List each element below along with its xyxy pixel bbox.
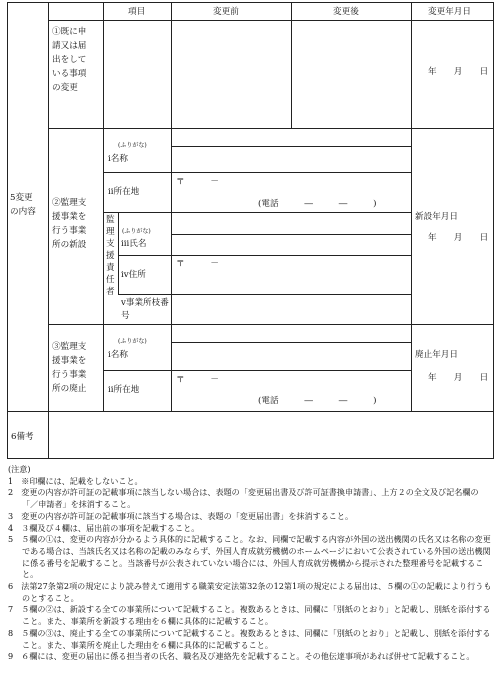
note-item: 6 法第27条第2項の規定により読み替えて適用する職業安定法第32条の12第1項の規定による届出は、５欄の①の記載により行うものとすること。 (8, 581, 492, 603)
row2-branch-label-1: ⅴ事業所枝番 (121, 298, 169, 308)
row1-date[interactable]: 年 月 日 (428, 67, 489, 77)
remarks-field[interactable] (49, 412, 492, 457)
note-item: 7 ５欄の②は、新設する全ての事業所について記載すること。複数あるときは、同欄に「別紙のとおり」と記載し、別紙を添付すること。また、事業所を新設する理由を６欄に具体的に記載すること。 (8, 604, 491, 627)
resp-char: 監 (106, 215, 115, 225)
note-item: 8 ５欄の③は、廃止する全ての事業所について記載すること。複数あるときは、同欄に「別紙のとおり」と記載し、別紙を添付すること。また、事業所を廃止した理由を６欄に具体的に記載すること。 (8, 627, 491, 650)
r2-vertical-label-divider (118, 212, 119, 294)
row2-name-field[interactable] (172, 147, 410, 171)
row2-label-line: ②監理支 (52, 198, 87, 208)
row2-label-line: 行う事業 (52, 226, 87, 236)
table-border-top (7, 2, 494, 3)
row3-name-label: ⅰ名称 (108, 350, 128, 360)
row3-date-label: 廃止年月日 (415, 350, 458, 360)
table-border-right (493, 2, 494, 459)
row2-address-label: ⅱ所在地 (108, 187, 140, 197)
item-col-divider (103, 2, 104, 411)
header-before: 変更前 (213, 7, 239, 17)
row2-label-line: 所の新設 (52, 240, 87, 250)
resp-char: 責 (106, 263, 115, 273)
label-col-divider (48, 2, 49, 459)
resp-char: 支 (106, 239, 115, 249)
resp-char: 援 (106, 251, 115, 261)
row2-resp-postal[interactable]: 〒 － (176, 259, 219, 269)
row2-postal[interactable]: 〒 － (176, 177, 219, 187)
r2-name-divider (103, 172, 411, 173)
row2-branch-label-2: 号 (121, 311, 130, 321)
row1-label-line: の変更 (52, 83, 78, 93)
row3-tel[interactable]: (電話 ― ― ) (258, 396, 377, 406)
row1-label-line: ①既に申 (52, 27, 87, 37)
row3-label-line: 援事業を (52, 356, 87, 366)
resp-char: 理 (106, 227, 115, 237)
row2-resp-furigana: (ふりがな) (122, 228, 151, 235)
section5-label-1: 5変更 (10, 193, 33, 203)
row1-label-line: いる事項 (52, 69, 87, 79)
header-date: 変更年月日 (428, 7, 471, 17)
resp-char: 者 (106, 287, 115, 297)
row1-label-line: 出をして (52, 55, 87, 65)
note-item: 1 ※印欄には、記載をしないこと。 (8, 475, 143, 486)
row2-date-label: 新設年月日 (415, 212, 458, 222)
r3-name-divider (103, 370, 411, 371)
note-item: 5 ５欄の①は、変更の内容が分かるよう具体的に記載すること。なお、同欄で記載する内容が外国の送出機関の氏名又は名称の変更である場合は、当該氏名又は名称の記載のみならず、外国人育成就労機構のホームページにおいて公表されている外国の送出機関に係る番号を記載すること。当該番号が公表されていない場合には、外国人育成就労機構から提示された整理番号を記載すること。 (8, 534, 491, 580)
row3-furigana: (ふりがな) (118, 338, 147, 345)
row2-label-line: 援事業を (52, 212, 87, 222)
notes-section (8, 464, 494, 663)
r2-respname-divider (118, 255, 411, 256)
row3-address-label: ⅱ所在地 (108, 385, 140, 395)
row3-label-line: ③監理支 (52, 342, 87, 352)
note-item: 2 変更の内容が許可証の記載事項に該当しない場合は、表題の「変更届出書及び許可証書換申請書」、上方２の全文及び記名欄の「／申請者」を抹消すること。 (8, 487, 479, 510)
row2-resp-address-label: ⅳ住所 (121, 270, 146, 280)
row3-name-field[interactable] (172, 343, 410, 369)
row3-date[interactable]: 年 月 日 (428, 373, 489, 383)
row3-postal[interactable]: 〒 － (176, 375, 219, 385)
row1-label-line: 請又は届 (52, 41, 87, 51)
row2-tel[interactable]: (電話 ― ― ) (258, 199, 377, 209)
table-border-left (7, 2, 8, 459)
row2-divider (48, 324, 493, 325)
row1-after-field[interactable] (292, 21, 410, 127)
header-after: 変更後 (333, 7, 359, 17)
note-item: 4 ３欄及び４欄は、届出前の事項を記載すること。 (8, 522, 200, 533)
row1-before-field[interactable] (172, 21, 290, 127)
row3-label-line: 行う事業 (52, 370, 87, 380)
section5-label-2: の内容 (10, 207, 36, 217)
resp-char: 任 (106, 275, 115, 285)
note-item: 3 変更の内容が許可証の記載事項に該当する場合は、表題の「変更届出書」を抹消すること。 (8, 510, 354, 521)
row2-furigana: (ふりがな) (118, 142, 147, 149)
row2-resp-name-field[interactable] (172, 235, 410, 254)
note-item: 9 ６欄には、変更の届出に係る担当者の氏名、職名及び連絡先を記載すること。その他伝達事項があれば併せて記載すること。 (8, 651, 475, 662)
notes-title: (注意) (8, 464, 31, 474)
row2-date[interactable]: 年 月 日 (428, 233, 489, 243)
section6-label: 6備考 (11, 432, 34, 442)
row2-branch-field[interactable] (172, 295, 410, 323)
table-border-bottom (7, 458, 494, 459)
row3-label-line: 所の廃止 (52, 384, 87, 394)
row1-divider (48, 128, 493, 129)
header-item: 項目 (128, 7, 146, 17)
date-col-divider (411, 2, 412, 411)
row2-resp-name-label: ⅲ氏名 (121, 239, 147, 249)
row2-name-label: ⅰ名称 (108, 154, 128, 164)
r2-address-divider (103, 212, 411, 213)
